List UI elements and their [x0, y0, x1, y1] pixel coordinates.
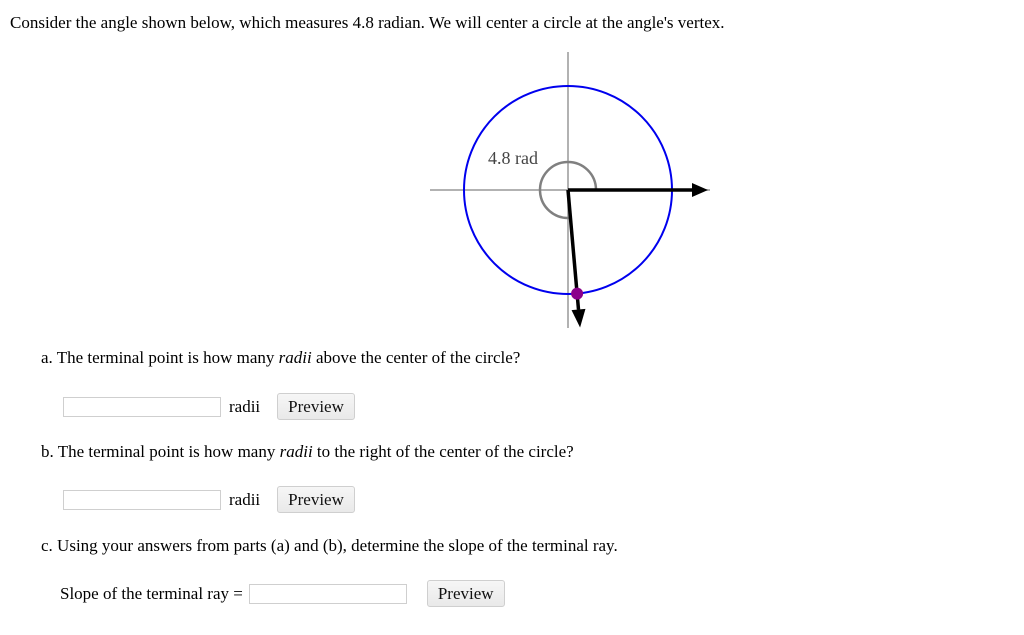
preview-b-button[interactable]: Preview	[277, 486, 355, 513]
initial-ray-arrowhead	[692, 183, 708, 197]
question-a-pre: a. The terminal point is how many	[41, 348, 279, 367]
preview-a-button[interactable]: Preview	[277, 393, 355, 420]
slope-label: Slope of the terminal ray =	[60, 583, 243, 603]
question-b-pre: b. The terminal point is how many	[41, 442, 280, 461]
question-b	[41, 442, 574, 462]
answer-row-a	[63, 393, 355, 420]
preview-c-button[interactable]: Preview	[427, 580, 505, 607]
question-a	[41, 348, 520, 368]
terminal-point	[571, 288, 583, 300]
question-b-post: to the right of the center of the circle?	[312, 442, 574, 461]
answer-a-input[interactable]	[63, 397, 221, 417]
answer-b-unit: radii	[229, 489, 261, 509]
answer-b-input[interactable]	[63, 490, 221, 510]
terminal-ray-arrowhead	[572, 309, 586, 328]
slope-input[interactable]	[249, 584, 407, 604]
answer-a-unit: radii	[229, 396, 261, 416]
slope-row	[60, 580, 505, 607]
intro-text: Consider the angle shown below, which measures 4.8 radian. We will center a circle at the angle's vertex.	[10, 13, 725, 32]
question-b-em: radii	[279, 442, 313, 461]
question-c: c. Using your answers from parts (a) and (b), determine the slope of the terminal ray.	[41, 536, 618, 555]
answer-row-b	[63, 486, 355, 513]
question-a-post: above the center of the circle?	[311, 348, 521, 367]
angle-label: 4.8 rad	[488, 148, 538, 168]
angle-figure	[420, 45, 720, 335]
question-a-em: radii	[278, 348, 312, 367]
